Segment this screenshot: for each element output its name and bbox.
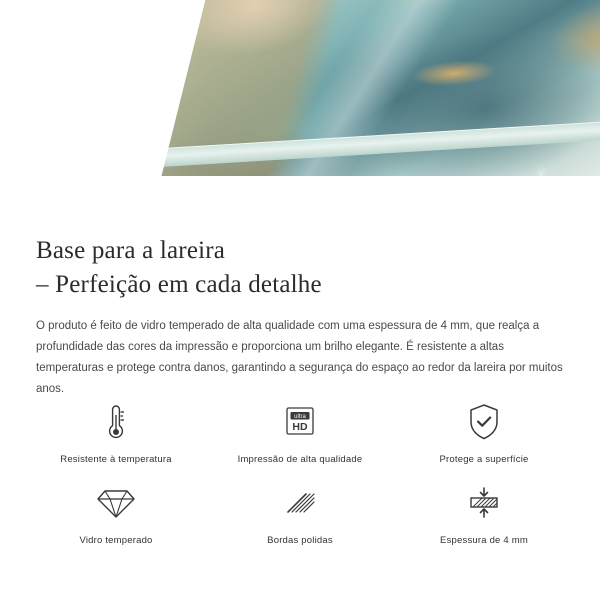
- page-title-line-1: Base para a lareira: [36, 237, 226, 264]
- feature-label: Espessura de 4 mm: [440, 535, 528, 546]
- polished-edges-icon: [280, 481, 320, 525]
- feature-item: [392, 400, 576, 465]
- thermometer-icon: [103, 400, 129, 444]
- feature-grid: [0, 400, 600, 546]
- thickness-icon: [464, 481, 504, 525]
- feature-label: Impressão de alta qualidade: [237, 454, 363, 465]
- feature-label: Protege a superfície: [439, 454, 529, 465]
- feature-item: [24, 400, 208, 465]
- hero-bottom-mask: [0, 176, 600, 222]
- svg-text:ultra: ultra: [294, 414, 306, 420]
- page-title: [0, 222, 600, 302]
- shield-check-icon: [467, 400, 501, 444]
- feature-item: [392, 481, 576, 546]
- feature-label: Vidro temperado: [79, 535, 153, 546]
- ultra-hd-icon: [281, 400, 319, 444]
- feature-item: [24, 481, 208, 546]
- description-content: [0, 222, 600, 400]
- feature-item: [208, 400, 392, 465]
- page-title-line-2: – Perfeição em cada detalhe: [36, 271, 322, 298]
- svg-text:HD: HD: [292, 421, 308, 433]
- hero-product-image: [0, 0, 600, 222]
- feature-item: [208, 481, 392, 546]
- feature-label: Bordas polidas: [267, 535, 333, 546]
- feature-label: Resistente à temperatura: [60, 454, 172, 465]
- description-paragraph: O produto é feito de vidro temperado de alta qualidade com uma espessura de 4 mm, que realça a profundidade das cores da impressão e proporciona um brilho elegante. É resistente a altas temperaturas e protege contra danos, garantindo a segurança do espaço ao redor da lareira por muitos anos.: [36, 320, 563, 395]
- diamond-icon: [96, 481, 136, 525]
